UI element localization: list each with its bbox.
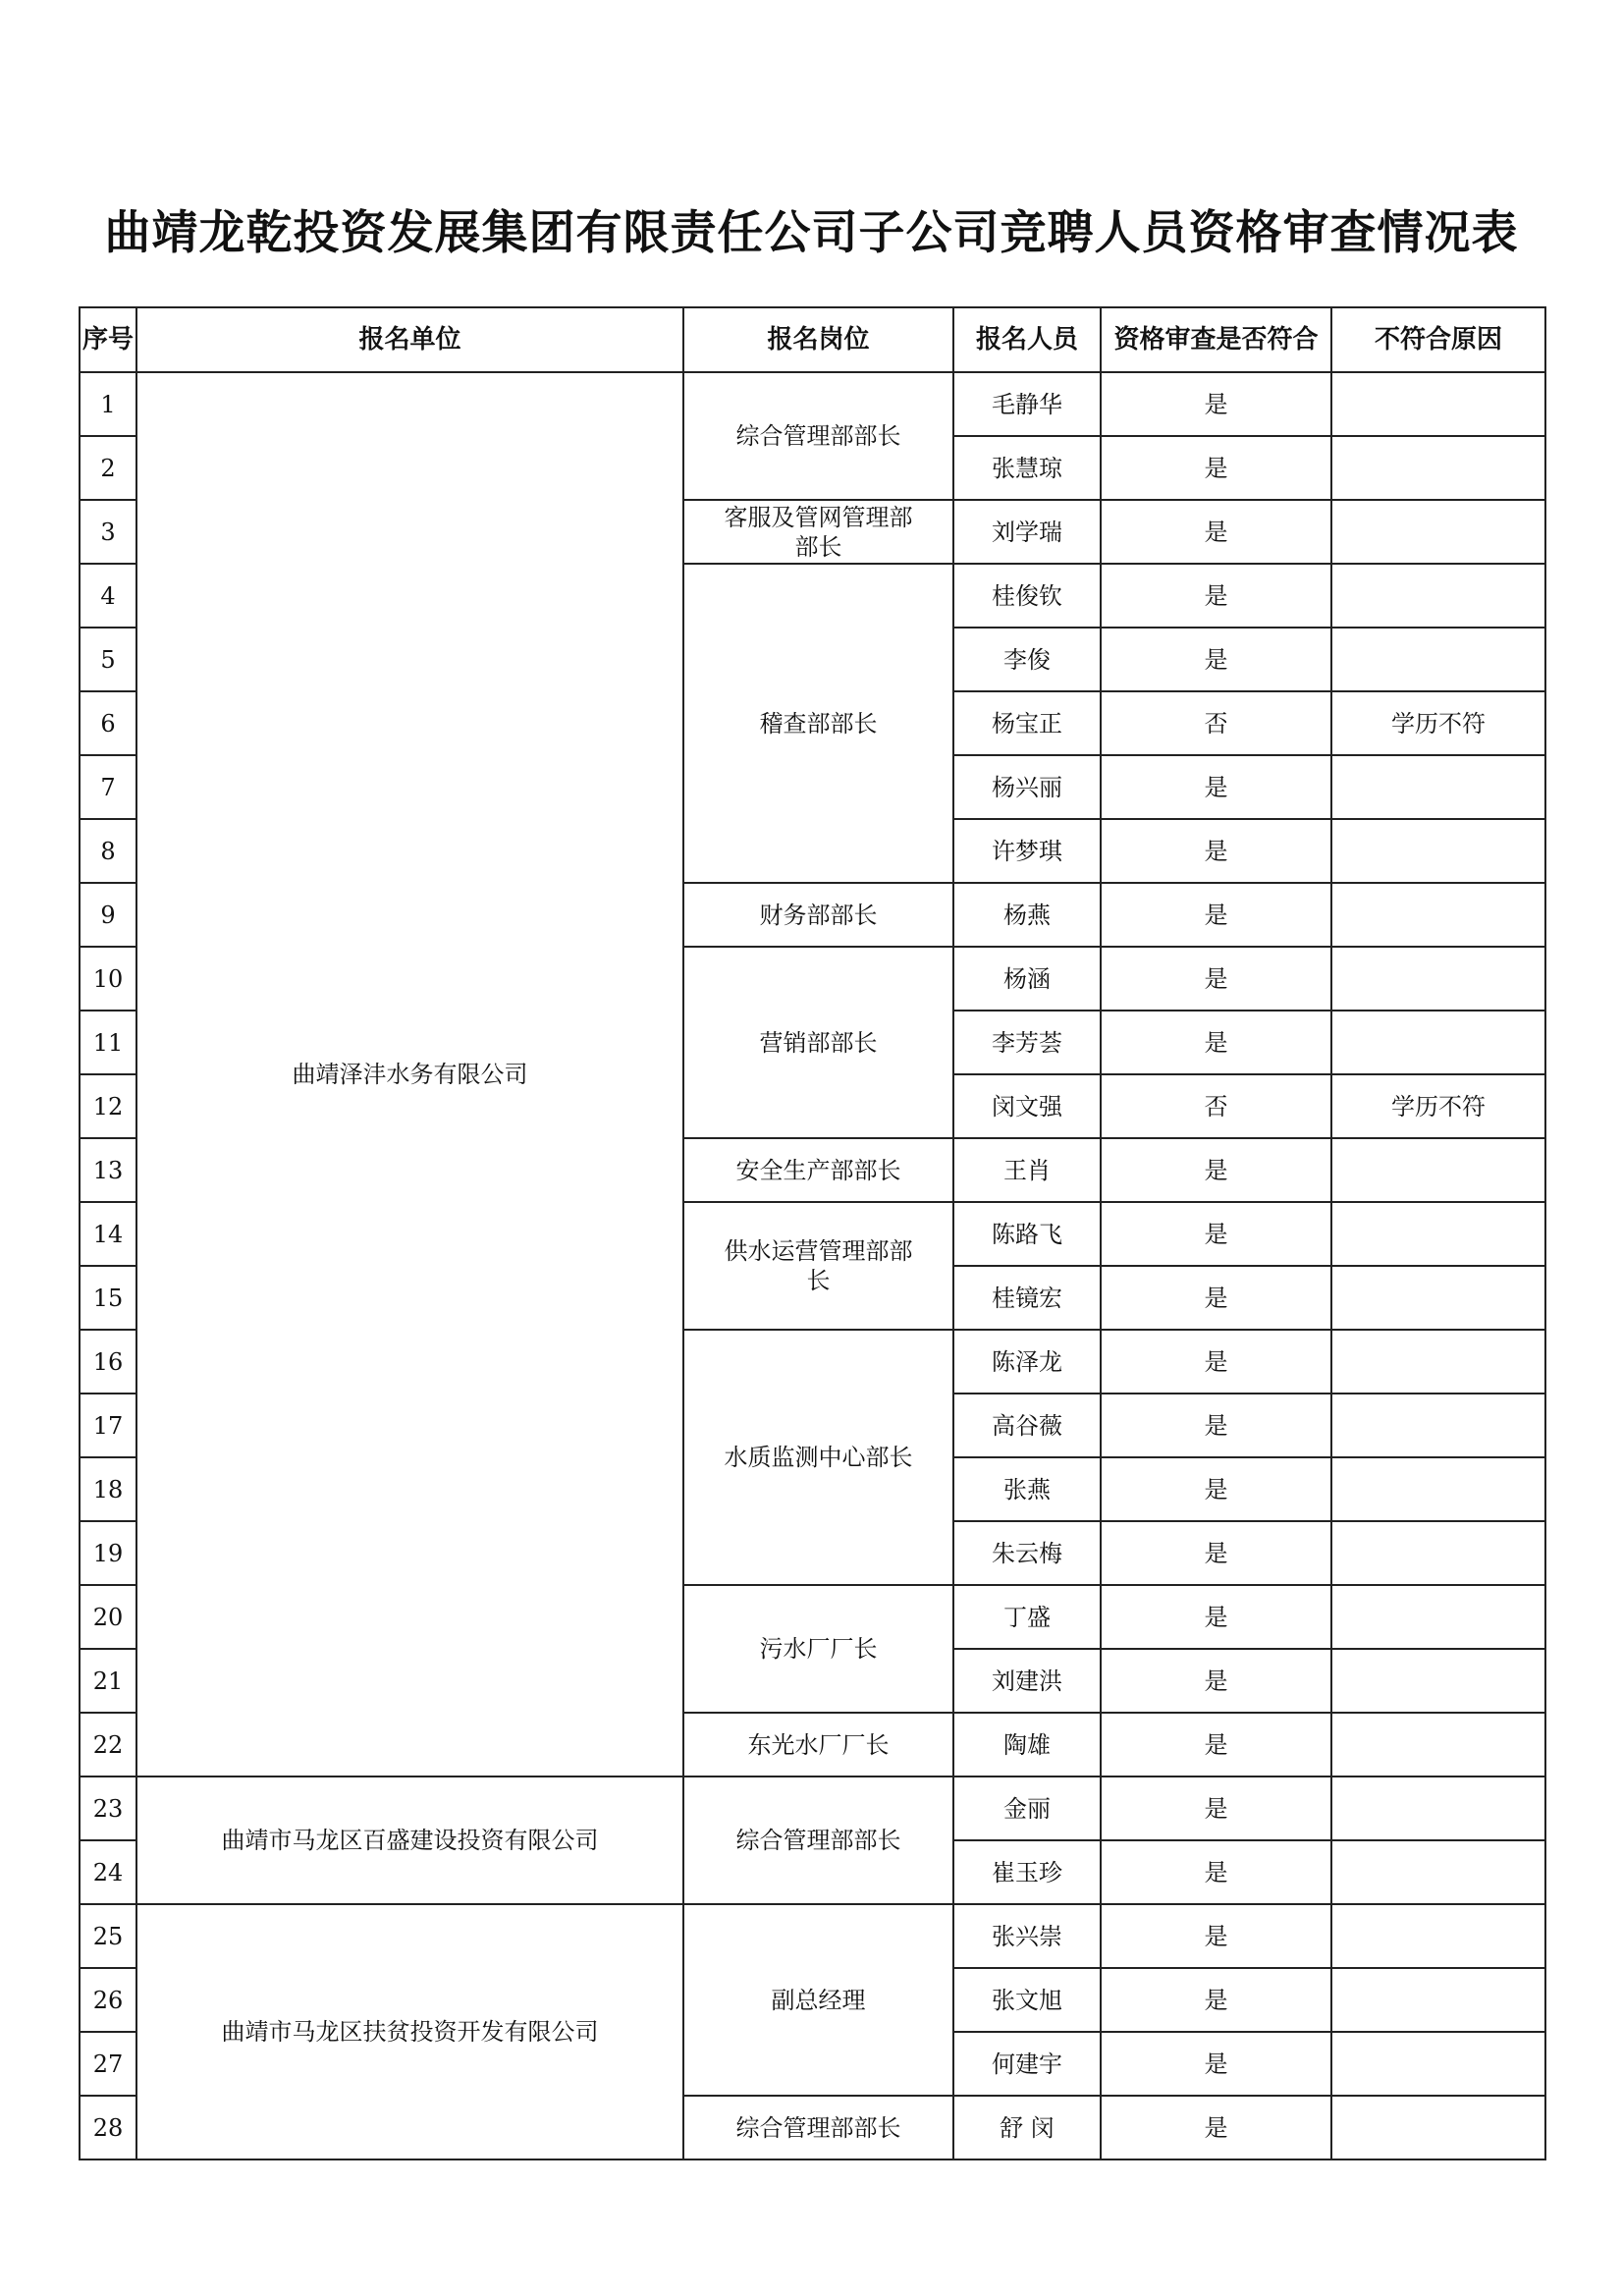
row-reason bbox=[1331, 883, 1545, 947]
row-reason bbox=[1331, 1457, 1545, 1521]
row-position bbox=[683, 1330, 953, 1585]
row-qualified: 是 bbox=[1101, 883, 1331, 947]
row-seq: 14 bbox=[80, 1202, 136, 1266]
row-name: 张燕 bbox=[953, 1457, 1101, 1521]
position-label: 副总经理 bbox=[771, 1986, 866, 2014]
header-name: 报名人员 bbox=[953, 307, 1101, 372]
position-label: 安全生产部部长 bbox=[735, 1156, 901, 1184]
header-unit: 报名单位 bbox=[136, 307, 683, 372]
row-position bbox=[683, 2096, 953, 2159]
header-seq: 序号 bbox=[80, 307, 136, 372]
row-qualified: 是 bbox=[1101, 1521, 1331, 1585]
row-position bbox=[683, 1713, 953, 1777]
row-qualified: 是 bbox=[1101, 819, 1331, 883]
row-reason bbox=[1331, 2096, 1545, 2159]
row-name: 李芳荟 bbox=[953, 1011, 1101, 1074]
table-row bbox=[80, 372, 1545, 436]
row-seq: 2 bbox=[80, 436, 136, 500]
header-position: 报名岗位 bbox=[683, 307, 953, 372]
row-reason bbox=[1331, 628, 1545, 691]
row-reason bbox=[1331, 1394, 1545, 1457]
row-qualified: 是 bbox=[1101, 755, 1331, 819]
position-label: 供水运营管理部部长 bbox=[724, 1237, 913, 1294]
row-qualified: 是 bbox=[1101, 1585, 1331, 1649]
row-unit: 曲靖市马龙区扶贫投资开发有限公司 bbox=[136, 1904, 683, 2159]
position-label: 营销部部长 bbox=[759, 1028, 878, 1057]
row-name: 刘学瑞 bbox=[953, 500, 1101, 564]
row-unit: 曲靖泽沣水务有限公司 bbox=[136, 372, 683, 1777]
row-reason bbox=[1331, 1266, 1545, 1330]
row-reason bbox=[1331, 1330, 1545, 1394]
position-label: 稽查部部长 bbox=[759, 709, 878, 738]
row-reason bbox=[1331, 1649, 1545, 1713]
position-label: 综合管理部部长 bbox=[735, 2113, 901, 2142]
position-label: 污水厂厂长 bbox=[759, 1635, 878, 1663]
position-label: 水质监测中心部长 bbox=[724, 1444, 913, 1471]
row-reason bbox=[1331, 1840, 1545, 1904]
table-row bbox=[80, 1904, 1545, 1968]
row-reason bbox=[1331, 1521, 1545, 1585]
row-seq: 25 bbox=[80, 1904, 136, 1968]
row-reason bbox=[1331, 1011, 1545, 1074]
position-label: 财务部部长 bbox=[759, 901, 878, 929]
row-seq: 3 bbox=[80, 500, 136, 564]
row-name: 毛静华 bbox=[953, 372, 1101, 436]
row-seq: 5 bbox=[80, 628, 136, 691]
row-name: 刘建洪 bbox=[953, 1649, 1101, 1713]
row-reason bbox=[1331, 564, 1545, 628]
row-name: 桂俊钦 bbox=[953, 564, 1101, 628]
row-seq: 20 bbox=[80, 1585, 136, 1649]
row-name: 杨兴丽 bbox=[953, 755, 1101, 819]
position-label: 东光水厂厂长 bbox=[747, 1730, 890, 1759]
row-qualified: 是 bbox=[1101, 372, 1331, 436]
table-row bbox=[80, 1777, 1545, 1840]
row-seq: 8 bbox=[80, 819, 136, 883]
row-seq: 1 bbox=[80, 372, 136, 436]
row-seq: 10 bbox=[80, 947, 136, 1011]
row-seq: 16 bbox=[80, 1330, 136, 1394]
row-position bbox=[683, 947, 953, 1138]
row-name: 杨宝正 bbox=[953, 691, 1101, 755]
row-seq: 9 bbox=[80, 883, 136, 947]
position-label: 综合管理部部长 bbox=[735, 422, 901, 450]
row-reason bbox=[1331, 947, 1545, 1011]
row-reason bbox=[1331, 500, 1545, 564]
row-seq: 18 bbox=[80, 1457, 136, 1521]
row-qualified: 是 bbox=[1101, 1904, 1331, 1968]
row-name: 丁盛 bbox=[953, 1585, 1101, 1649]
row-name: 舒 闵 bbox=[953, 2096, 1101, 2159]
row-qualified: 是 bbox=[1101, 500, 1331, 564]
row-seq: 12 bbox=[80, 1074, 136, 1138]
row-reason bbox=[1331, 1904, 1545, 1968]
row-qualified: 是 bbox=[1101, 1330, 1331, 1394]
row-seq: 24 bbox=[80, 1840, 136, 1904]
row-position bbox=[683, 564, 953, 883]
row-reason bbox=[1331, 1777, 1545, 1840]
row-name: 张慧琼 bbox=[953, 436, 1101, 500]
row-qualified: 是 bbox=[1101, 1202, 1331, 1266]
row-name: 崔玉珍 bbox=[953, 1840, 1101, 1904]
row-qualified: 否 bbox=[1101, 691, 1331, 755]
row-name: 桂镜宏 bbox=[953, 1266, 1101, 1330]
row-name: 陈泽龙 bbox=[953, 1330, 1101, 1394]
row-reason bbox=[1331, 436, 1545, 500]
row-name: 闵文强 bbox=[953, 1074, 1101, 1138]
row-unit: 曲靖市马龙区百盛建设投资有限公司 bbox=[136, 1777, 683, 1904]
row-name: 李俊 bbox=[953, 628, 1101, 691]
row-name: 高谷薇 bbox=[953, 1394, 1101, 1457]
row-name: 何建宇 bbox=[953, 2032, 1101, 2096]
row-seq: 22 bbox=[80, 1713, 136, 1777]
row-qualified: 是 bbox=[1101, 1713, 1331, 1777]
row-name: 张文旭 bbox=[953, 1968, 1101, 2032]
row-reason bbox=[1331, 819, 1545, 883]
row-seq: 19 bbox=[80, 1521, 136, 1585]
row-qualified: 是 bbox=[1101, 1649, 1331, 1713]
row-seq: 6 bbox=[80, 691, 136, 755]
header-reason: 不符合原因 bbox=[1331, 307, 1545, 372]
row-qualified: 是 bbox=[1101, 1266, 1331, 1330]
row-position bbox=[683, 1585, 953, 1713]
row-qualified: 是 bbox=[1101, 628, 1331, 691]
table-body bbox=[80, 372, 1545, 2159]
row-reason: 学历不符 bbox=[1331, 1074, 1545, 1138]
row-qualified: 是 bbox=[1101, 1777, 1331, 1840]
row-seq: 17 bbox=[80, 1394, 136, 1457]
row-seq: 4 bbox=[80, 564, 136, 628]
position-label: 综合管理部部长 bbox=[735, 1827, 901, 1854]
row-qualified: 是 bbox=[1101, 1457, 1331, 1521]
row-position bbox=[683, 1138, 953, 1202]
row-position bbox=[683, 500, 953, 564]
row-qualified: 是 bbox=[1101, 1138, 1331, 1202]
row-reason bbox=[1331, 1138, 1545, 1202]
row-qualified: 是 bbox=[1101, 1394, 1331, 1457]
position-label: 客服及管网管理部部长 bbox=[724, 503, 913, 561]
row-seq: 23 bbox=[80, 1777, 136, 1840]
row-qualified: 是 bbox=[1101, 2032, 1331, 2096]
row-reason bbox=[1331, 1202, 1545, 1266]
table-header-row bbox=[80, 307, 1545, 372]
row-seq: 15 bbox=[80, 1266, 136, 1330]
row-seq: 26 bbox=[80, 1968, 136, 2032]
row-seq: 13 bbox=[80, 1138, 136, 1202]
row-reason bbox=[1331, 372, 1545, 436]
header-qualified: 资格审查是否符合 bbox=[1101, 307, 1331, 372]
row-reason bbox=[1331, 1713, 1545, 1777]
row-name: 许梦琪 bbox=[953, 819, 1101, 883]
row-name: 朱云梅 bbox=[953, 1521, 1101, 1585]
row-position bbox=[683, 1202, 953, 1330]
row-reason bbox=[1331, 2032, 1545, 2096]
row-name: 陶雄 bbox=[953, 1713, 1101, 1777]
row-qualified: 是 bbox=[1101, 1840, 1331, 1904]
row-name: 陈路飞 bbox=[953, 1202, 1101, 1266]
row-name: 王肖 bbox=[953, 1138, 1101, 1202]
row-reason bbox=[1331, 755, 1545, 819]
row-qualified: 是 bbox=[1101, 1968, 1331, 2032]
row-position bbox=[683, 883, 953, 947]
row-reason bbox=[1331, 1968, 1545, 2032]
row-qualified: 是 bbox=[1101, 2096, 1331, 2159]
row-name: 金丽 bbox=[953, 1777, 1101, 1840]
row-reason: 学历不符 bbox=[1331, 691, 1545, 755]
row-qualified: 否 bbox=[1101, 1074, 1331, 1138]
document-title: 曲靖龙乾投资发展集团有限责任公司子公司竞聘人员资格审查情况表 bbox=[104, 206, 1519, 260]
row-name: 杨燕 bbox=[953, 883, 1101, 947]
row-seq: 7 bbox=[80, 755, 136, 819]
row-position bbox=[683, 1777, 953, 1904]
row-seq: 28 bbox=[80, 2096, 136, 2159]
row-name: 张兴崇 bbox=[953, 1904, 1101, 1968]
row-seq: 27 bbox=[80, 2032, 136, 2096]
row-qualified: 是 bbox=[1101, 1011, 1331, 1074]
row-qualified: 是 bbox=[1101, 564, 1331, 628]
row-position bbox=[683, 372, 953, 500]
qualification-table bbox=[79, 306, 1546, 2160]
row-seq: 21 bbox=[80, 1649, 136, 1713]
row-seq: 11 bbox=[80, 1011, 136, 1074]
row-reason bbox=[1331, 1585, 1545, 1649]
row-qualified: 是 bbox=[1101, 947, 1331, 1011]
row-qualified: 是 bbox=[1101, 436, 1331, 500]
row-name: 杨涵 bbox=[953, 947, 1101, 1011]
row-position bbox=[683, 1904, 953, 2096]
